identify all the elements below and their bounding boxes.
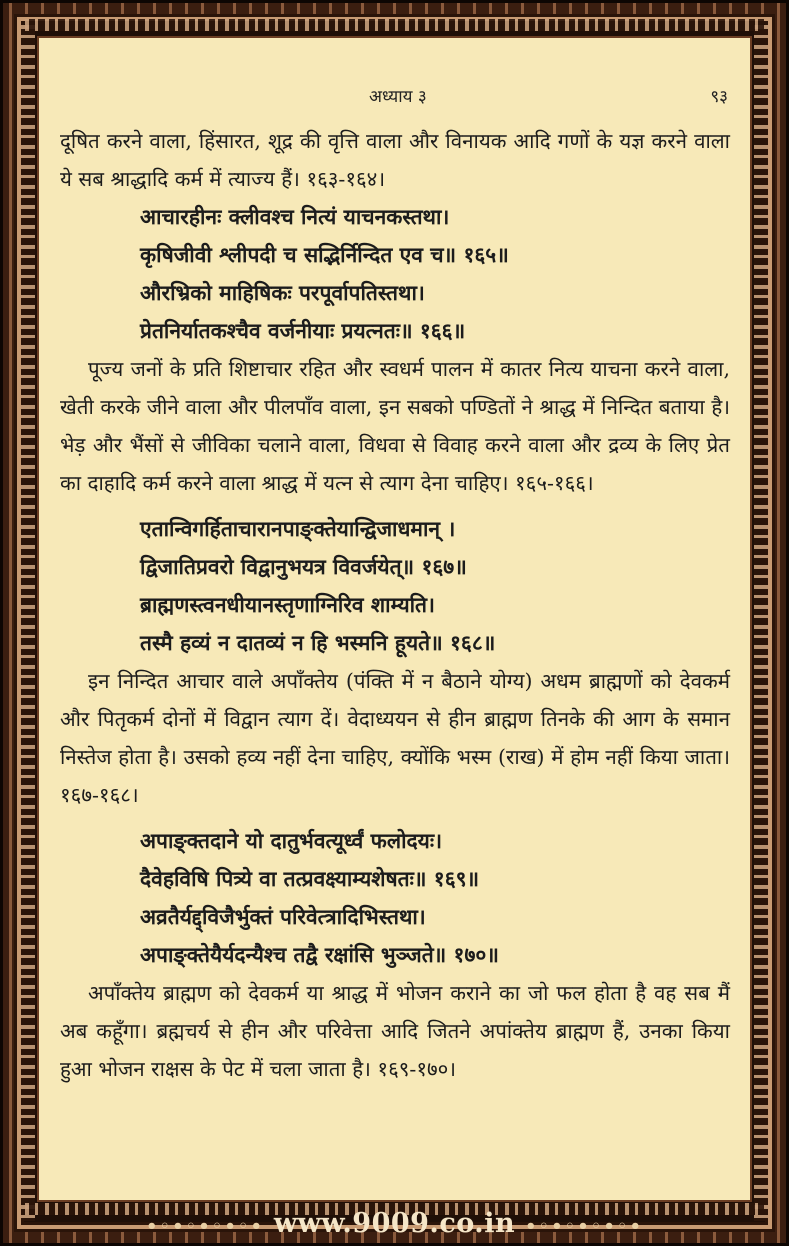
verse-block [60, 510, 730, 662]
verse-line: एतान्विगर्हिताचारानपाङ्क्तेयान्द्विजाधमान् । [140, 516, 456, 541]
paragraph: दूषित करने वाला, हिंसारत, शूद्र की वृत्ति वाला और विनायक आदि गणों के यज्ञ करने वाला ये सब श्राद्धादि कर्म में त्याज्य हैं। १६३-१६४। [60, 129, 730, 191]
paragraph: पूज्य जनों के प्रति शिष्टाचार रहित और स्वधर्म पालन में कातर नित्य याचना करने वाला, खेती करके जीने वाला और पीलपाँव वाला, इन सबको पण्डितों ने श्राद्ध में निन्दित बताया है। भेड़ और भैंसों से जीविका चलाने वाला, विधवा से विवाह करने वाला और द्रव्य के लिए प्रेत का दाहादि कर्म करने वाला श्राद्ध में यत्न से त्याग देना चाहिए। १६५-१६६। [60, 357, 730, 495]
verse-line: अव्रतैर्यद्द्विजैर्भुक्तं परिवेत्त्रादिभिस्तथा। [140, 904, 426, 929]
scroll-ornament-left [21, 25, 35, 1221]
verse-line: अपाङ्क्तदाने यो दातुर्भवत्यूर्ध्वं फलोदयः। [140, 828, 443, 853]
verse-line: दैवेहविषि पित्र्ये वा तत्प्रवक्ष्याम्यशेषतः॥ १६९॥ [140, 866, 480, 891]
footer-watermark [0, 1208, 789, 1244]
verse-line: ब्राह्मणस्त्वनधीयानस्तृणाग्निरिव शाम्यति। [140, 592, 435, 617]
ornament-dots-right: •◦•◦•◦•◦• [525, 1216, 644, 1237]
verse-line: औरभ्रिको माहिषिकः परपूर्वापतिस्तथा। [140, 280, 425, 305]
paragraph: इन निन्दित आचार वाले अपाँक्तेय (पंक्ति में न बैठाने योग्य) अधम ब्राह्मणों को देवकर्म और पितृकर्म दोनों में विद्वान त्याग दें। वेदाध्ययन से हीन ब्राह्मण तिनके की आग के समान निस्तेज होता है। उसको हव्य नहीं देना चाहिए, क्योंकि भस्म (राख) में होम नहीं किया जाता। १६७-१६८। [60, 669, 730, 807]
scroll-ornament-right [754, 25, 768, 1221]
page-body [60, 122, 730, 1088]
verse-line: तस्मै हव्यं न दातव्यं न हि भस्मनि हूयते॥ १६८॥ [140, 630, 496, 655]
website-url: www.9009.co.in [273, 1208, 516, 1239]
verse-line: अपाङ्क्तेयैर्यदन्यैश्च तद्वै रक्षांसि भुञ्जते॥ १७०॥ [140, 942, 499, 967]
scroll-ornament-top [25, 19, 764, 31]
page-header [39, 78, 750, 108]
verse-line: प्रेतनिर्यातकश्चैव वर्जनीयाः प्रयत्नतः॥ १६६॥ [140, 318, 466, 343]
verse-block [60, 198, 730, 350]
paragraph: अपाँक्तेय ब्राह्मण को देवकर्म या श्राद्ध में भोजन कराने का जो फल होता है वह सब मैं अब कहूँगा। ब्रह्मचर्य से हीन और परिवेत्ता आदि जितने अपांक्तेय ब्राह्मण हैं, उनका किया हुआ भोजन राक्षस के पेट में चला जाता है। १६९-१७०। [60, 981, 730, 1081]
page-number: ९३ [710, 87, 728, 107]
ornament-dots-left: •◦•◦•◦•◦• [145, 1216, 264, 1237]
verse-block [60, 822, 730, 974]
verse-line: आचारहीनः क्लीवश्च नित्यं याचनकस्तथा। [140, 204, 450, 229]
verse-line: कृषिजीवी श्लीपदी च सद्भिर्निन्दित एव च॥ १६५॥ [140, 242, 509, 267]
chapter-title: अध्याय ३ [369, 87, 427, 107]
verse-line: द्विजातिप्रवरो विद्वानुभयत्र विवर्जयेत्॥ १६७॥ [140, 554, 467, 579]
